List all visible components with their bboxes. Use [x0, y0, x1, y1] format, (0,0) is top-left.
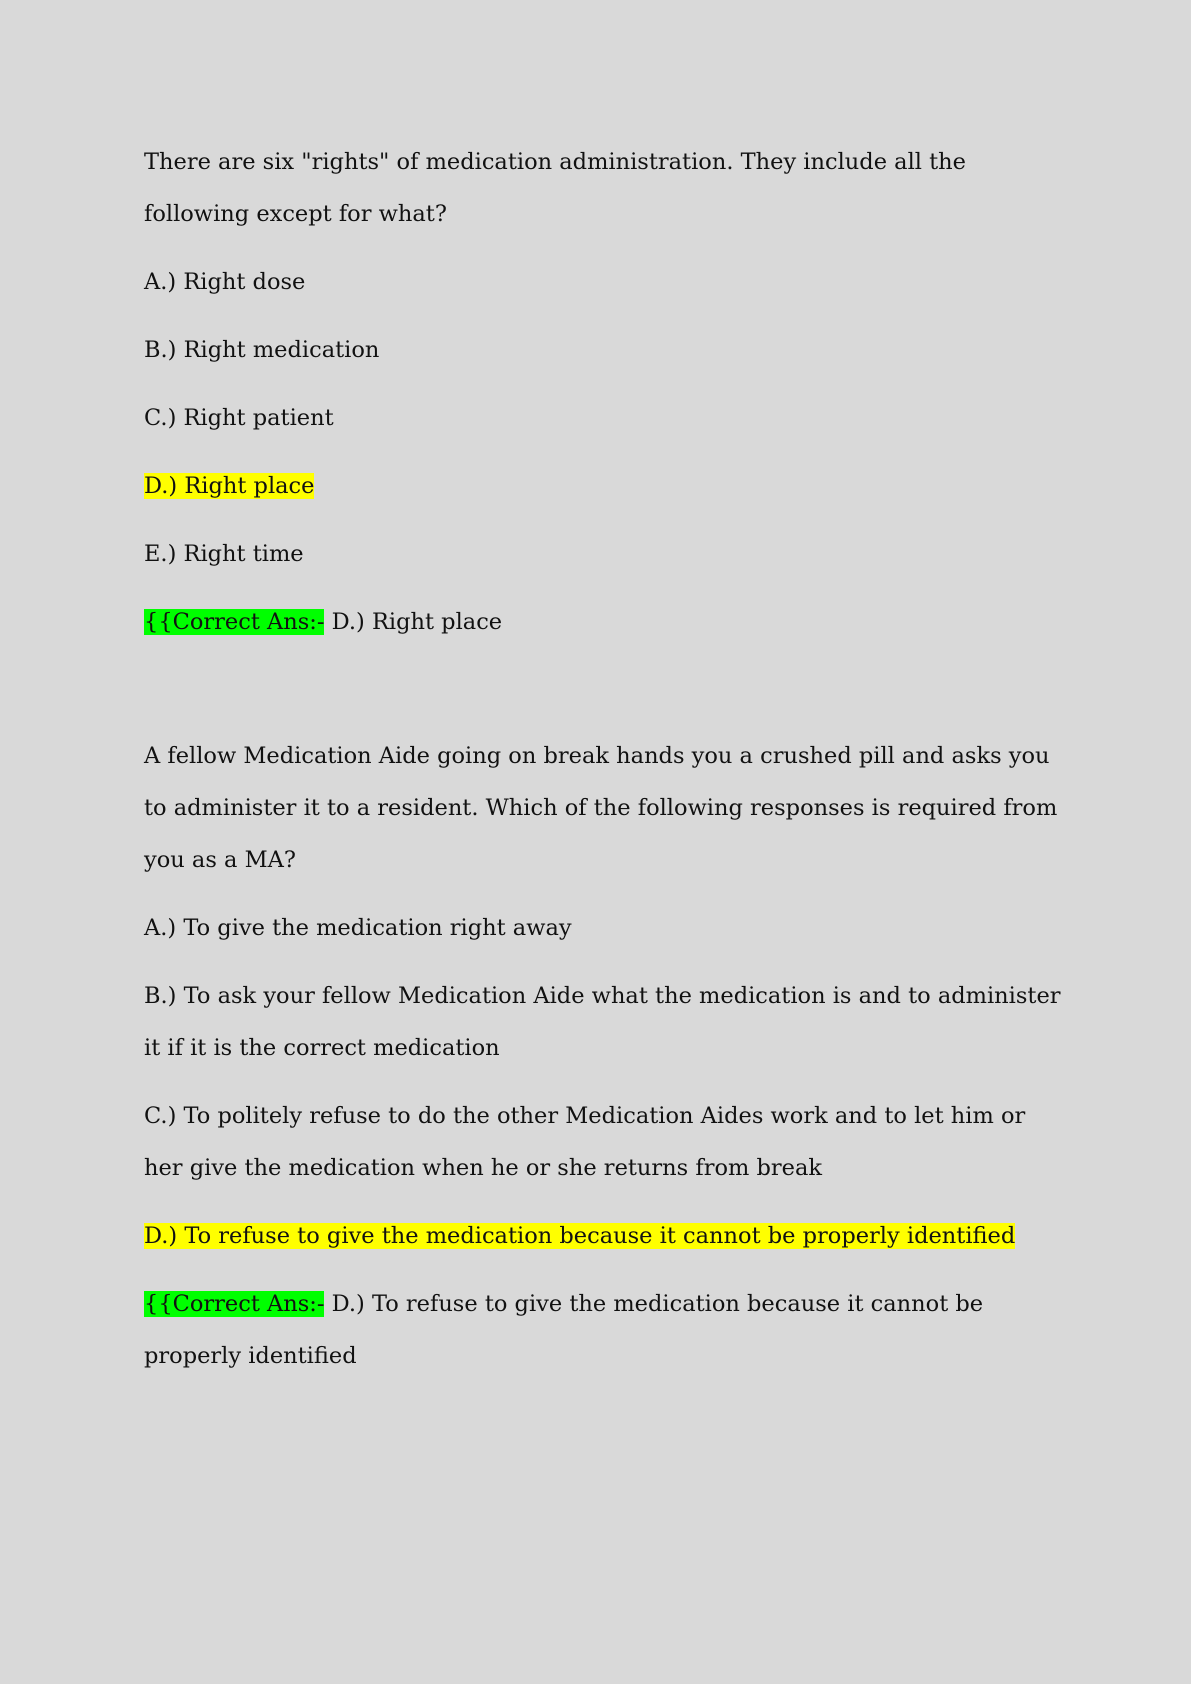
option-e: E.) Right time — [144, 541, 304, 567]
correct-answer-label: {{Correct Ans:- — [144, 609, 325, 635]
correct-answer-label: {{Correct Ans:- — [144, 1291, 325, 1317]
highlighted-option-text: D.) Right place — [144, 473, 315, 499]
correct-answer-line — [144, 1278, 1064, 1382]
correct-answer-line — [144, 596, 1064, 648]
question-2 — [144, 730, 1064, 1382]
option-a: A.) To give the medication right away — [144, 915, 572, 941]
option-b: B.) To ask your fellow Medication Aide what the medication is and to administer it if it is the correct medication — [144, 983, 1061, 1061]
option-d-highlighted — [144, 460, 1064, 512]
question-stem: There are six "rights" of medication administration. They include all the following except for what? — [144, 149, 966, 227]
correct-answer-text: D.) Right place — [324, 609, 503, 635]
question-1 — [144, 136, 1064, 648]
option-d-highlighted — [144, 1210, 1064, 1262]
option-c: C.) Right patient — [144, 405, 334, 431]
correct-answer-text: D.) To refuse to give the medication because it cannot be properly identified — [144, 1291, 984, 1369]
highlighted-option-text: D.) To refuse to give the medication because it cannot be properly identified — [144, 1223, 1016, 1249]
option-a: A.) Right dose — [144, 269, 306, 295]
question-stem: A fellow Medication Aide going on break hands you a crushed pill and asks you to administer it to a resident. Which of the following responses is required from you as a MA? — [144, 743, 1058, 873]
option-c: C.) To politely refuse to do the other Medication Aides work and to let him or her give the medication when he or she returns from break — [144, 1103, 1026, 1181]
option-b: B.) Right medication — [144, 337, 380, 363]
